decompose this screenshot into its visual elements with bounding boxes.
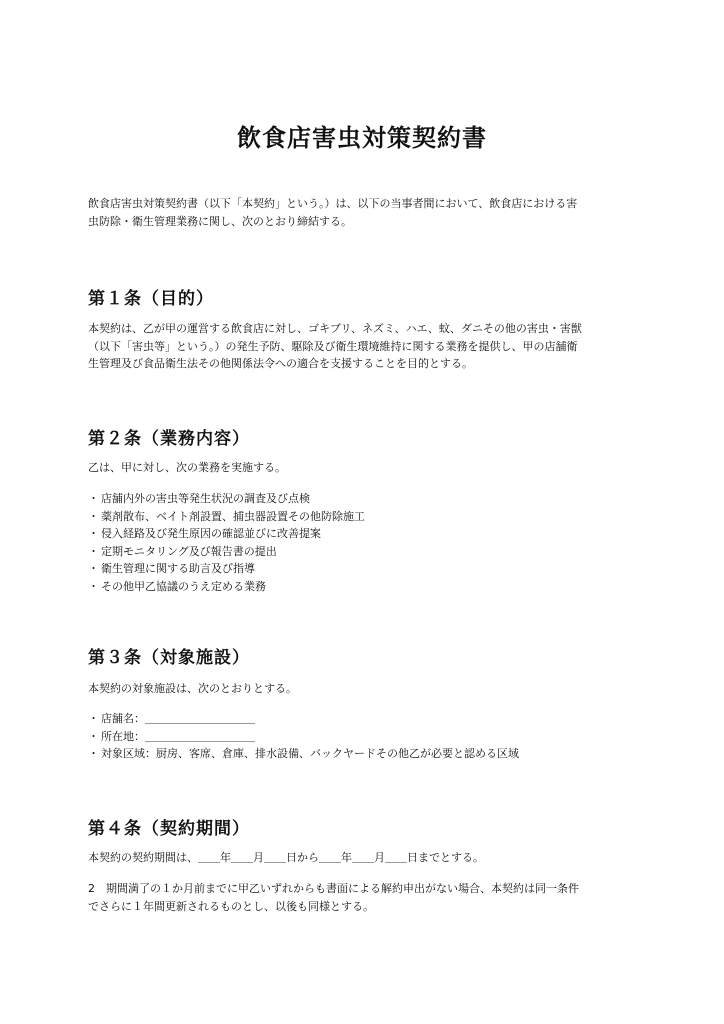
intro-line: 虫防除・衛生管理業務に関し、次のとおり締結する。: [88, 214, 352, 228]
list-item: ・ 侵入経路及び発生原因の確認並びに改善提案: [88, 525, 365, 543]
article-2-lead: 乙は、甲に対し、次の業務を実施する。: [88, 461, 286, 474]
list-item: ・ 定期モニタリング及び報告書の提出: [88, 543, 365, 561]
list-item: ・ 店舗名：＿＿＿＿＿＿＿＿＿＿: [88, 710, 519, 728]
intro-paragraph: [88, 195, 644, 230]
article-4-line: 2 期間満了の１か月前までに甲乙いずれからも書面による解約申出がない場合、本契約は同一条件: [88, 882, 579, 895]
article-1-line: 本契約は、乙が甲の運営する飲食店に対し、ゴキブリ、ネズミ、ハエ、蚊、ダニその他の害虫・害獣: [88, 322, 582, 335]
article-3-list: [88, 710, 519, 763]
article-4-heading: 第４条（契約期間）: [88, 819, 250, 839]
article-1-line: 生管理及び食品衛生法その他関係法令への適合を支援することを目的とする。: [88, 357, 473, 370]
article-4-para-2: [88, 880, 644, 915]
list-item: ・ 対象区域：厨房、客席、倉庫、排水設備、バックヤードその他乙が必要と認める区域: [88, 745, 519, 763]
list-item: ・ 衛生管理に関する助言及び指導: [88, 560, 365, 578]
article-3-lead: 本契約の対象施設は、次のとおりとする。: [88, 682, 297, 695]
document-title: 飲食店害虫対策契約書: [237, 124, 487, 152]
list-item: ・ 店舗内外の害虫等発生状況の調査及び点検: [88, 490, 365, 508]
list-item: ・ 所在地：＿＿＿＿＿＿＿＿＿＿: [88, 728, 519, 746]
list-item: ・ その他甲乙協議のうえ定める業務: [88, 578, 365, 596]
list-item: ・ 薬剤散布、ベイト剤設置、捕虫器設置その他防除施工: [88, 508, 365, 526]
article-1-heading: 第１条（目的）: [88, 289, 214, 309]
article-2-list: [88, 490, 365, 595]
article-3-heading: 第３条（対象施設）: [88, 648, 250, 668]
intro-line: 飲食店害虫対策契約書（以下「本契約」という。）は、以下の当事者間において、飲食店における害: [88, 197, 578, 210]
article-2-heading: 第２条（業務内容）: [88, 429, 250, 449]
article-1-line: （以下「害虫等」という。）の発生予防、駆除及び衛生環境維持に関する業務を提供し、甲の店舗衛: [88, 339, 578, 353]
article-4-line: でさらに１年間更新されるものとし、以後も同様とする。: [88, 899, 374, 913]
article-4-body: 本契約の契約期間は、＿＿年＿＿月＿＿日から＿＿年＿＿月＿＿日までとする。: [88, 851, 484, 864]
article-1-body: [88, 320, 644, 373]
